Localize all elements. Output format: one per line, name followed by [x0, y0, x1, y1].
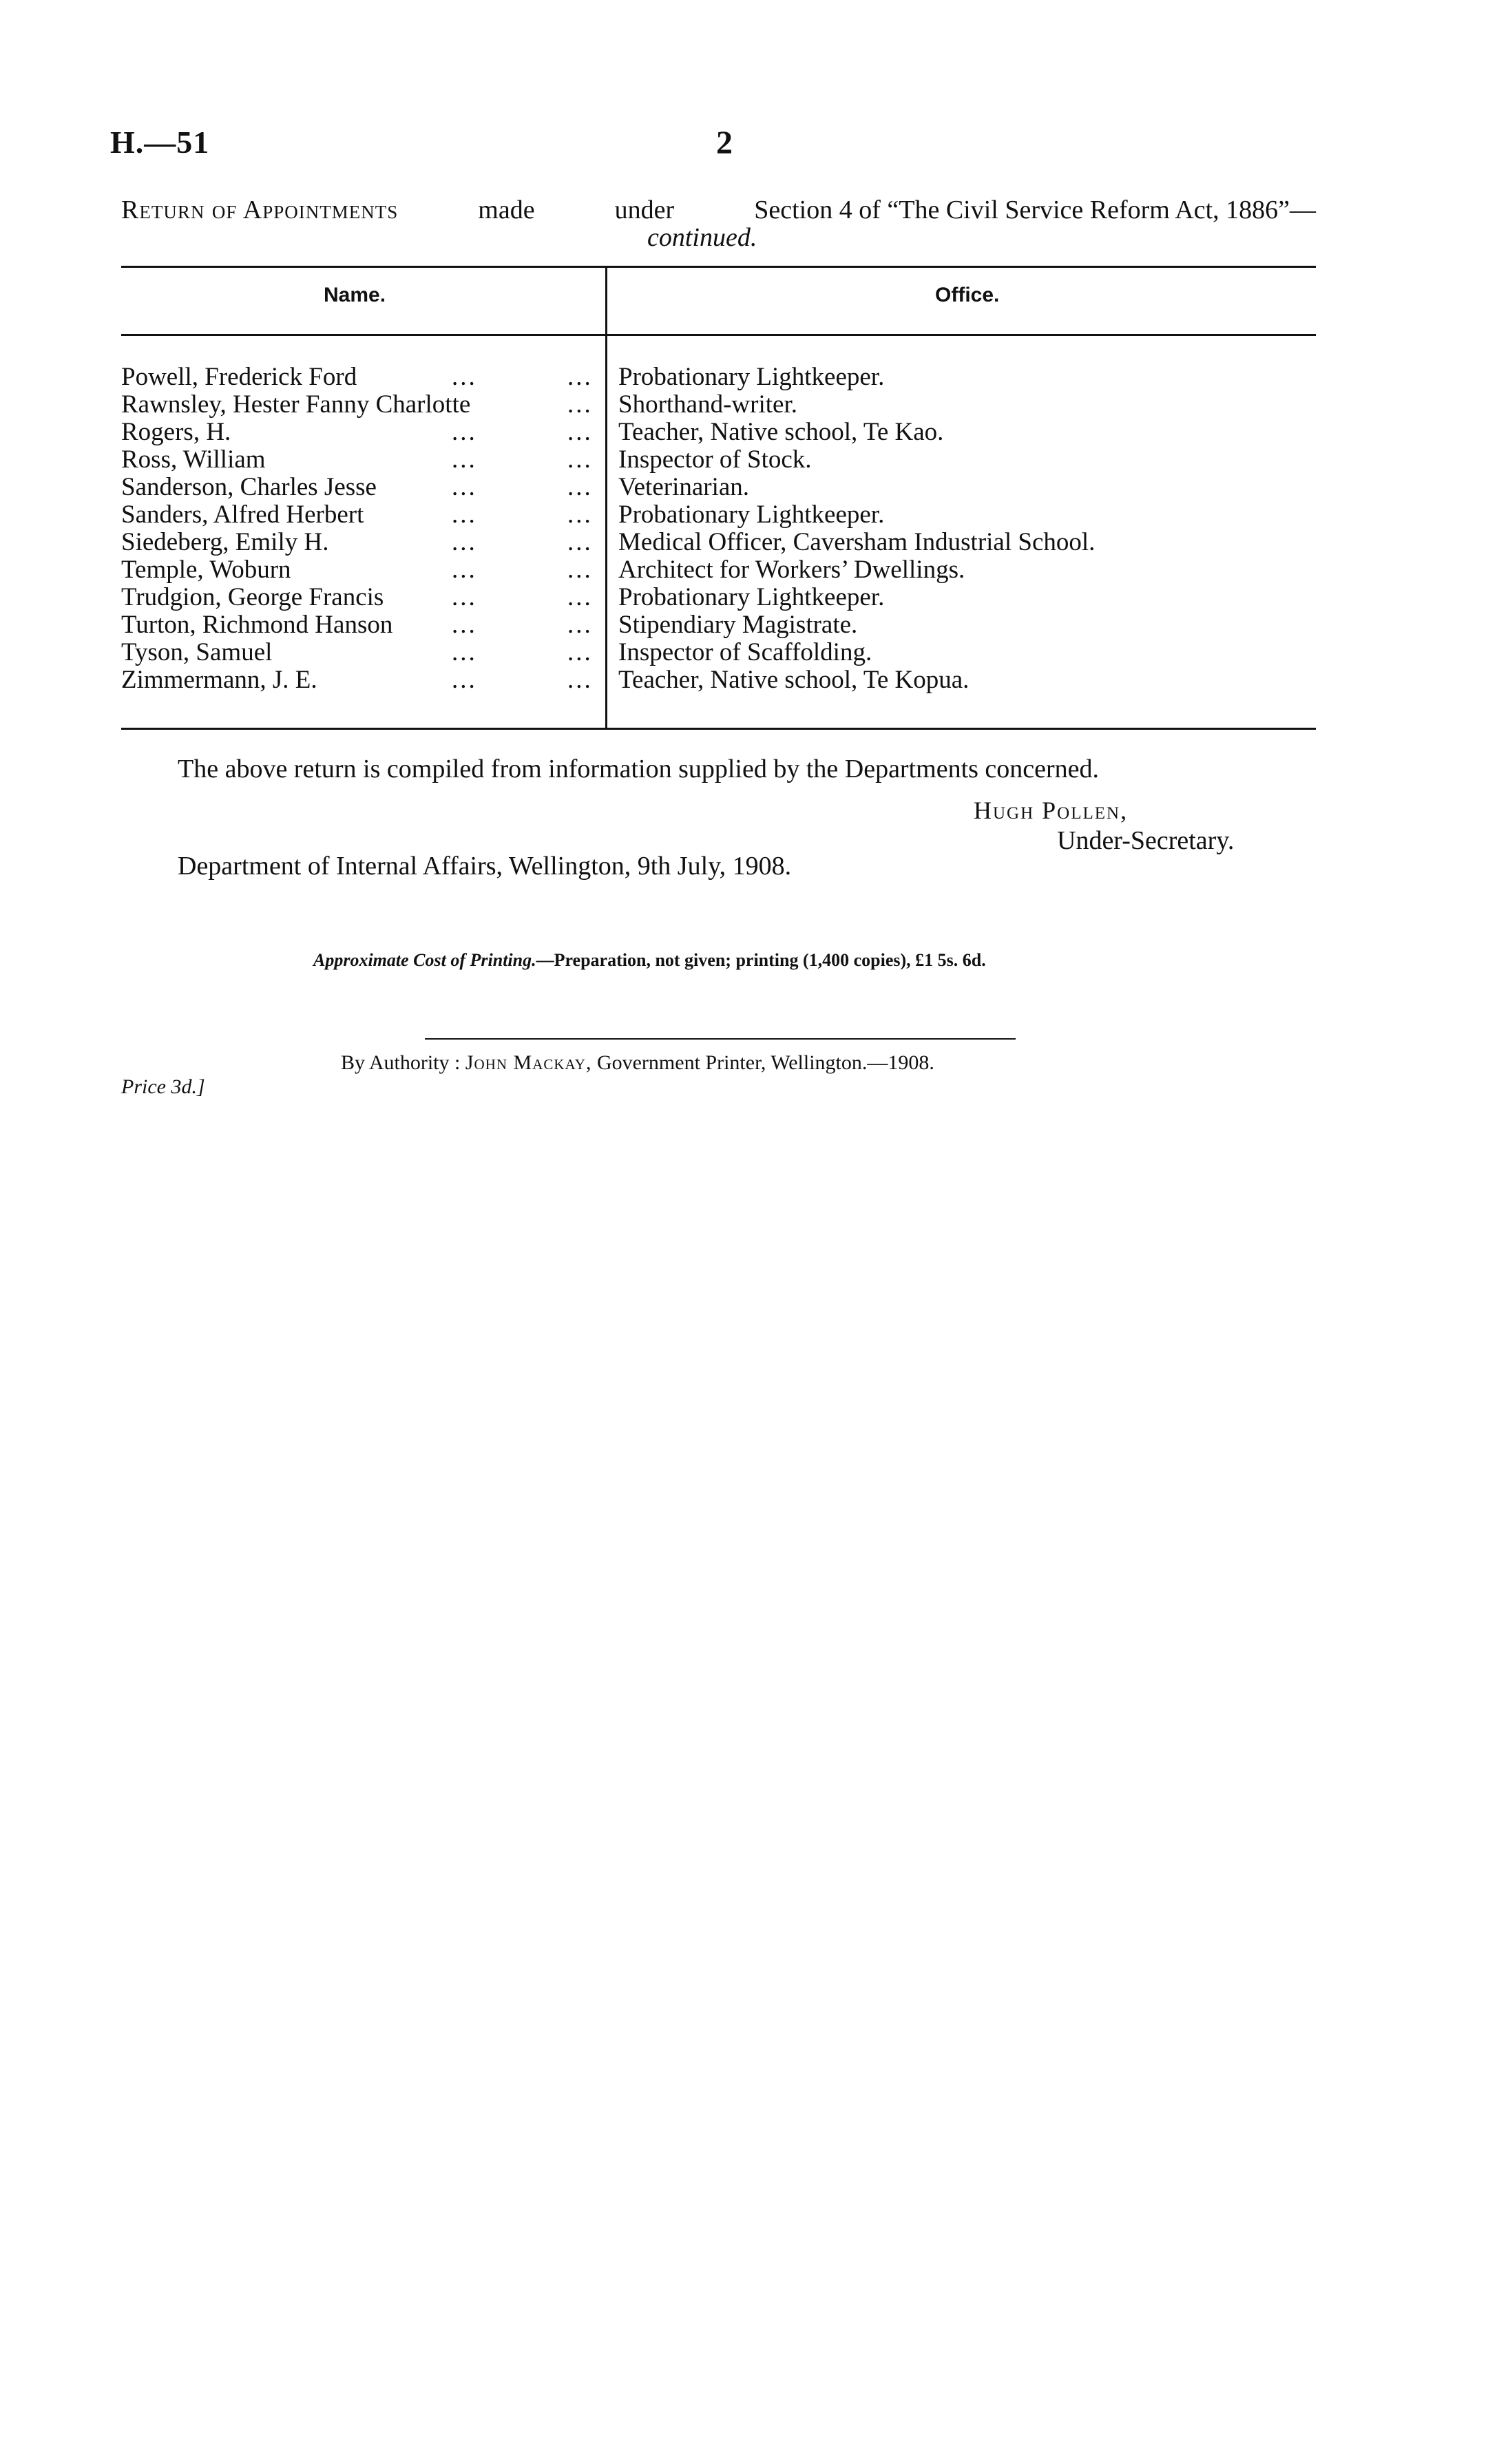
- table-row: [121, 639, 1316, 666]
- appointee-name: Powell, Frederick Ford: [121, 363, 357, 391]
- appointee-office: Veterinarian.: [618, 473, 750, 501]
- appointee-office: Inspector of Scaffolding.: [618, 638, 872, 666]
- appointee-office: Shorthand-writer.: [618, 390, 797, 419]
- dot-leader: ...: [567, 583, 593, 611]
- dot-leader: ...: [567, 638, 593, 666]
- title-act: Section 4 of “The Civil Service Reform Act, 1886”—: [754, 196, 1316, 224]
- table-row: [121, 584, 1316, 611]
- department-date: Department of Internal Affairs, Wellington, 9th July, 1908.: [178, 852, 792, 881]
- title-under: under: [614, 196, 675, 224]
- table-top-rule: [121, 266, 1316, 268]
- table-header-rule: [121, 334, 1316, 336]
- title-made: made: [478, 196, 535, 224]
- printing-cost-text: —Preparation, not given; printing (1,400 copies), £1 5s. 6d.: [536, 950, 986, 970]
- table-row: [121, 474, 1316, 501]
- appointee-office: Probationary Lightkeeper.: [618, 583, 885, 611]
- table-row: [121, 529, 1316, 556]
- appointee-name: Zimmermann, J. E.: [121, 666, 317, 694]
- title-continued: continued.: [647, 223, 757, 252]
- dot-leader: ...: [452, 501, 477, 529]
- closing-note: The above return is compiled from information supplied by the Departments concerned.: [178, 755, 1100, 783]
- table-row: [121, 501, 1316, 529]
- dot-leader: ...: [452, 638, 477, 666]
- table-row: [121, 364, 1316, 391]
- dot-leader: ...: [567, 666, 593, 694]
- dot-leader: ...: [567, 390, 593, 419]
- column-header-name: Name.: [324, 284, 386, 306]
- dot-leader: ...: [567, 528, 593, 556]
- appointee-office: Teacher, Native school, Te Kopua.: [618, 666, 970, 694]
- dot-leader: ...: [567, 363, 593, 391]
- appointee-name: Trudgion, George Francis: [121, 583, 384, 611]
- title-prefix: Return of Appointments: [121, 196, 399, 224]
- dot-leader: ...: [567, 501, 593, 529]
- authority-prefix: By Authority :: [341, 1051, 461, 1074]
- appointee-office: Teacher, Native school, Te Kao.: [618, 418, 944, 446]
- appointee-name: Tyson, Samuel: [121, 638, 273, 666]
- appointee-name: Sanderson, Charles Jesse: [121, 473, 377, 501]
- dot-leader: ...: [452, 666, 477, 694]
- table-row: [121, 611, 1316, 639]
- dot-leader: ...: [567, 556, 593, 584]
- appointee-name: Ross, William: [121, 445, 266, 474]
- dot-leader: ...: [567, 445, 593, 474]
- signer-name: Hugh Pollen,: [974, 797, 1129, 824]
- dot-leader: ...: [452, 473, 477, 501]
- appointee-office: Probationary Lightkeeper.: [618, 363, 885, 391]
- dot-leader: ...: [452, 583, 477, 611]
- printing-cost-label: Approximate Cost of Printing.: [313, 950, 536, 970]
- table-row: [121, 556, 1316, 584]
- dot-leader: ...: [452, 418, 477, 446]
- page-number: 2: [716, 125, 733, 161]
- signer-title: Under-Secretary.: [1057, 826, 1235, 855]
- appointee-name: Temple, Woburn: [121, 556, 291, 584]
- dot-leader: ...: [452, 611, 477, 639]
- appointee-office: Probationary Lightkeeper.: [618, 501, 885, 529]
- table-bottom-rule: [121, 728, 1316, 730]
- appointee-name: Rawnsley, Hester Fanny Charlotte: [121, 390, 471, 419]
- dot-leader: ...: [567, 473, 593, 501]
- appointee-office: Architect for Workers’ Dwellings.: [618, 556, 965, 584]
- appointee-office: Medical Officer, Caversham Industrial School.: [618, 528, 1096, 556]
- table-row: [121, 666, 1316, 694]
- printing-cost: [313, 950, 986, 971]
- appointee-office: Inspector of Stock.: [618, 445, 812, 474]
- dot-leader: ...: [452, 556, 477, 584]
- appointee-office: Stipendiary Magistrate.: [618, 611, 858, 639]
- table-row: [121, 391, 1316, 419]
- printer-authority: [341, 1051, 934, 1075]
- dot-leader: ...: [567, 611, 593, 639]
- table-row: [121, 446, 1316, 474]
- appointee-name: Rogers, H.: [121, 418, 231, 446]
- printer-name: John Mackay,: [465, 1051, 592, 1074]
- column-header-office: Office.: [935, 284, 1000, 306]
- price: Price 3d.]: [121, 1075, 205, 1098]
- appointee-name: Sanders, Alfred Herbert: [121, 501, 364, 529]
- appointee-name: Turton, Richmond Hanson: [121, 611, 393, 639]
- dot-leader: ...: [452, 363, 477, 391]
- document-code: H.—51: [110, 125, 210, 160]
- dot-leader: ...: [452, 445, 477, 474]
- authority-rest: Government Printer, Wellington.—1908.: [596, 1051, 934, 1074]
- table-row: [121, 419, 1316, 446]
- return-title: [121, 195, 1316, 225]
- authority-rule: [425, 1038, 1016, 1040]
- appointee-name: Siedeberg, Emily H.: [121, 528, 329, 556]
- dot-leader: ...: [452, 528, 477, 556]
- dot-leader: ...: [567, 418, 593, 446]
